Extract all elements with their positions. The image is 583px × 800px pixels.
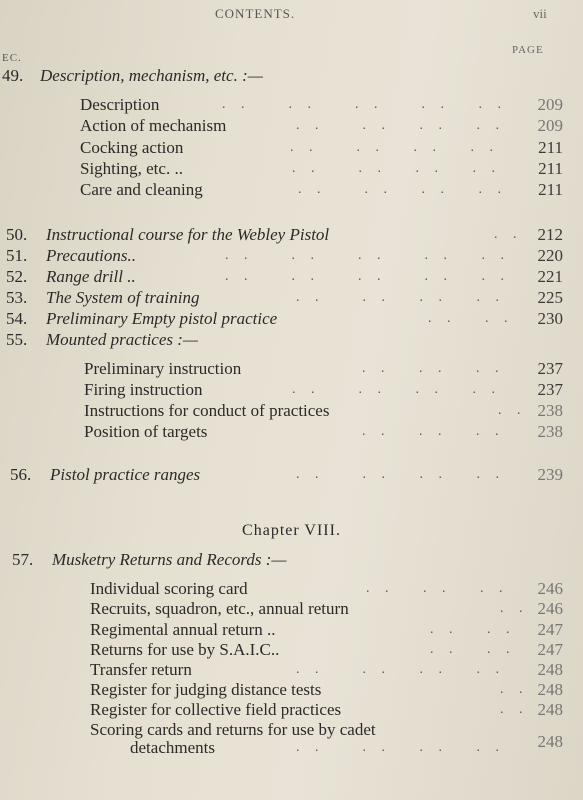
section-title: Instructional course for the Webley Pistol xyxy=(46,225,330,244)
column-header-page: PAGE xyxy=(512,44,544,56)
section-number: 53. xyxy=(6,288,28,307)
entry-text: Recruits, squadron, etc., annual return xyxy=(90,599,349,618)
toc-subentry: Description . . . . . . . . . . 209 xyxy=(80,95,563,114)
page-number: 211 xyxy=(538,180,563,199)
toc-subentry: Register for judging distance tests . . 248 xyxy=(90,680,563,699)
entry-text: Firing instruction xyxy=(84,380,203,399)
toc-subentry: Preliminary instruction . . . . . . 237 xyxy=(84,359,563,378)
chapter-heading: Chapter VIII. xyxy=(242,522,341,539)
toc-subentry: Recruits, squadron, etc., annual return . . 246 xyxy=(90,599,563,618)
entry-text: Register for collective field practices xyxy=(90,700,342,719)
page-number: 225 xyxy=(537,288,563,307)
section-title: Pistol practice ranges xyxy=(50,465,201,484)
entry-text: detachments xyxy=(130,738,215,757)
section-title: The System of training xyxy=(46,288,200,307)
page-number: 247 xyxy=(537,640,563,659)
page-number: 209 xyxy=(537,95,563,114)
section-title: Precautions.. xyxy=(46,246,137,265)
toc-subentry: Action of mechanism . . . . . . . . 209 xyxy=(80,116,563,135)
running-header-title: CONTENTS. xyxy=(215,6,296,21)
section-number: 52. xyxy=(6,267,28,286)
page-number: 212 xyxy=(537,225,563,244)
page-number: 230 xyxy=(537,309,563,328)
page-number: 246 xyxy=(537,599,563,618)
column-header-section: EC. xyxy=(2,52,22,64)
page-number: 221 xyxy=(537,267,563,286)
entry-text: Regimental annual return .. xyxy=(90,620,276,639)
section-title: Description, mechanism, etc. :— xyxy=(40,66,263,85)
page-number: 248 xyxy=(537,660,563,679)
entry-text: Care and cleaning xyxy=(80,180,203,199)
section-number: 55. xyxy=(6,330,28,349)
toc-subentry: Returns for use by S.A.I.C.. . . . . 247 xyxy=(90,640,563,659)
toc-entry-51: 51. Precautions.. . . . . . . . . . . 220 xyxy=(6,246,563,265)
toc-entry-54: 54. Preliminary Empty pistol practice . . . . 230 xyxy=(6,309,563,328)
page-number: 246 xyxy=(537,579,563,598)
section-number: 56. xyxy=(10,465,32,484)
section-title: Mounted practices :— xyxy=(46,330,199,349)
entry-text: Register for judging distance tests xyxy=(90,680,322,699)
toc-subentry: Regimental annual return .. . . . . 247 xyxy=(90,620,563,639)
toc-subentry: Transfer return . . . . . . . . 248 xyxy=(90,660,563,679)
page-number: 247 xyxy=(537,620,563,639)
entry-text: Returns for use by S.A.I.C.. xyxy=(90,640,280,659)
page-number: 220 xyxy=(537,246,563,265)
toc-subentry: Position of targets . . . . . . 238 xyxy=(84,422,563,441)
section-number: 50. xyxy=(6,225,28,244)
running-header-page-numeral: vii xyxy=(533,6,547,21)
page-number: 248 xyxy=(537,700,563,719)
section-number: 51. xyxy=(6,246,28,265)
page-number: 238 xyxy=(537,401,563,420)
page-number: 239 xyxy=(537,465,563,484)
page-number: 209 xyxy=(537,116,563,135)
section-title: Preliminary Empty pistol practice xyxy=(46,309,278,328)
section-title: Musketry Returns and Records :— xyxy=(52,550,287,569)
toc-subentry: Care and cleaning . . . . . . . . 211 xyxy=(80,180,563,199)
toc-entry-49 xyxy=(0,66,583,88)
section-title: Range drill .. xyxy=(46,267,136,286)
entry-text: Scoring cards and returns for use by cadet xyxy=(90,720,376,739)
entry-text: Individual scoring card xyxy=(90,579,248,598)
entry-text: Sighting, etc. .. xyxy=(80,159,183,178)
toc-entry-53: 53. The System of training . . . . . . . . 225 xyxy=(6,288,563,307)
entry-text: Description xyxy=(80,95,160,114)
toc-subentry: Instructions for conduct of practices . . 238 xyxy=(84,401,563,420)
entry-text: Preliminary instruction xyxy=(84,359,242,378)
page-number: 237 xyxy=(537,380,563,399)
section-number: 49. xyxy=(2,66,24,85)
toc-subentry: Cocking action . . . . . . . . 211 xyxy=(80,138,563,157)
toc-subentry: detachments . . . . . . . . 248 xyxy=(130,732,563,757)
section-number: 54. xyxy=(6,309,28,328)
page-number: 248 xyxy=(537,732,563,751)
page-number: 211 xyxy=(538,159,563,178)
toc-subentry: Firing instruction . . . . . . . . 237 xyxy=(84,380,563,399)
toc-entry-50: 50. Instructional course for the Webley Pistol . . 212 xyxy=(6,225,563,244)
section-number: 57. xyxy=(12,550,34,569)
page-number: 237 xyxy=(537,359,563,378)
toc-entry-55 xyxy=(0,330,583,352)
toc-subentry: Sighting, etc. .. . . . . . . . . 211 xyxy=(80,159,563,178)
page-number: 238 xyxy=(537,422,563,441)
toc-entry-57 xyxy=(0,550,583,572)
page-number: 248 xyxy=(537,680,563,699)
entry-text: Instructions for conduct of practices xyxy=(84,401,330,420)
toc-entry-52: 52. Range drill .. . . . . . . . . . . 221 xyxy=(6,267,563,286)
toc-entry-56: 56. Pistol practice ranges . . . . . . . . 239 xyxy=(10,465,563,484)
entry-text: Transfer return xyxy=(90,660,192,679)
entry-text: Action of mechanism xyxy=(80,116,227,135)
entry-text: Cocking action xyxy=(80,138,184,157)
toc-subentry: Individual scoring card . . . . . . 246 xyxy=(90,579,563,598)
page-number: 211 xyxy=(538,138,563,157)
toc-subentry: Register for collective field practices . . 248 xyxy=(90,700,563,719)
entry-text: Position of targets xyxy=(84,422,208,441)
